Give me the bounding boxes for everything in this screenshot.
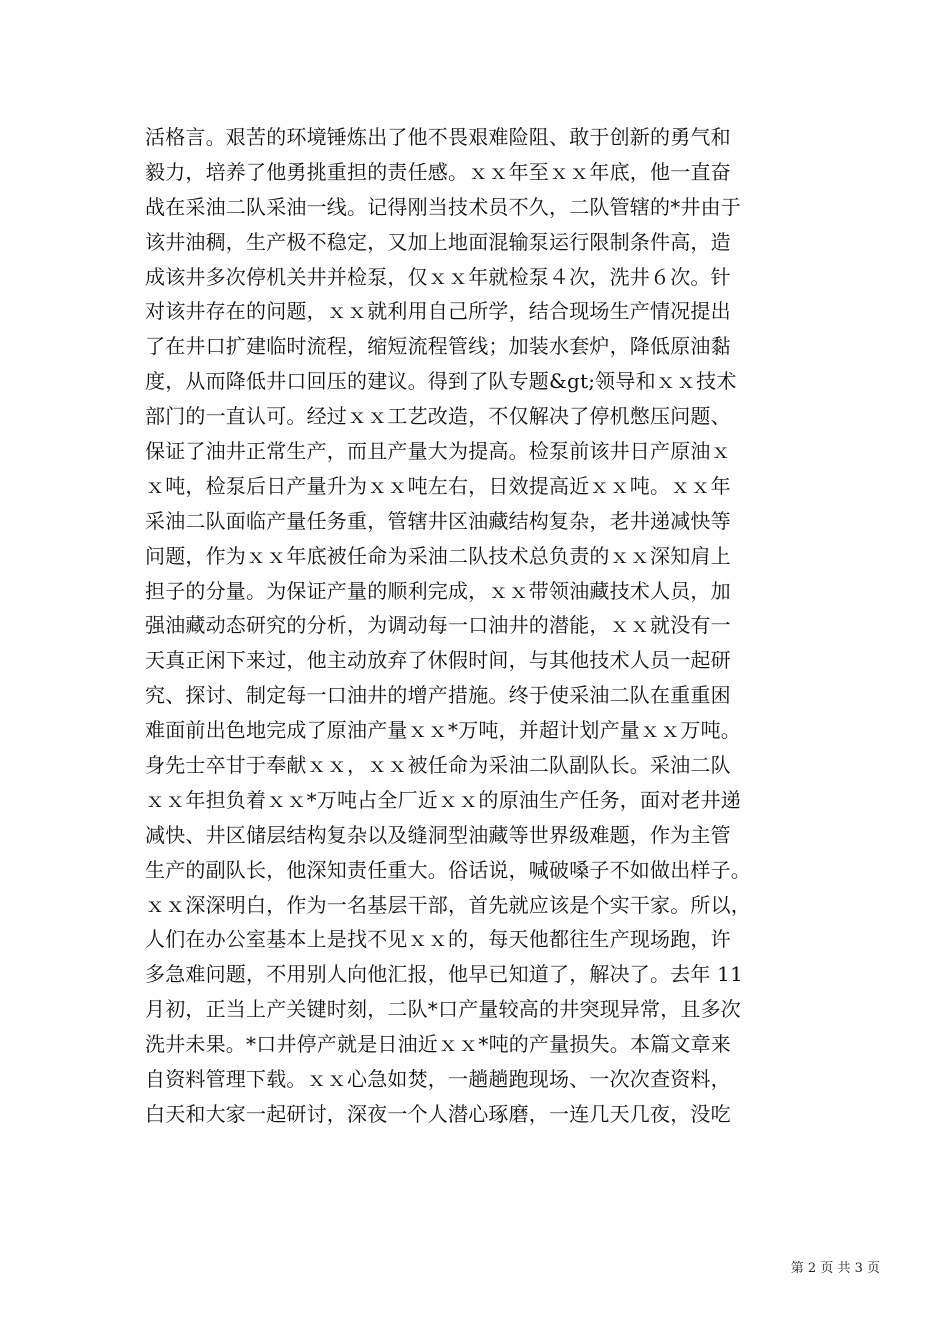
page-number-footer: 第 2 页 共 3 页 [790, 1261, 880, 1276]
text-line: 该井油稠，生产极不稳定，又加上地面混输泵运行限制条件高，造 [145, 229, 731, 254]
text-line: 月初，正当上产关键时刻，二队*口产量较高的井突现异常，且多次 [145, 997, 741, 1022]
text-line: 身先士卒甘于奉献ｘｘ，ｘｘ被任命为采油二队副队长。采油二队 [145, 753, 731, 778]
text-line: 担子的分量。为保证产量的顺利完成，ｘｘ带领油藏技术人员，加 [145, 578, 731, 603]
text-line: 问题，作为ｘｘ年底被任命为采油二队技术总负责的ｘｘ深知肩上 [145, 543, 731, 568]
text-line: 减快、井区储层结构复杂以及缝洞型油藏等世界级难题，作为主管 [145, 822, 731, 847]
text-line: 采油二队面临产量任务重，管辖井区油藏结构复杂，老井递减快等 [145, 508, 731, 533]
text-line: ｘｘ年担负着ｘｘ*万吨占全厂近ｘｘ的原油生产任务，面对老井递 [145, 787, 741, 812]
text-line: 天真正闲下来过，他主动放弃了休假时间，与其他技术人员一起研 [145, 648, 731, 673]
text-line: 度，从而降低井口回压的建议。得到了队专题&gt;领导和ｘｘ技术 [145, 369, 737, 394]
text-line: 多急难问题，不用别人向他汇报，他早已知道了，解决了。去年 11 [145, 962, 744, 987]
text-line: ｘ吨，检泵后日产量升为ｘｘ吨左右，日效提高近ｘｘ吨。ｘｘ年 [145, 473, 731, 498]
text-line: 部门的一直认可。经过ｘｘ工艺改造，不仅解决了停机憋压问题、 [145, 404, 731, 429]
text-line: 战在采油二队采油一线。记得刚当技术员不久，二队管辖的*井由于 [145, 194, 741, 219]
text-line: 自资料管理下载。ｘｘ心急如焚，一趟趟跑现场、一次次查资料， [145, 1067, 731, 1092]
text-line: 成该井多次停机关井并检泵，仅ｘｘ年就检泵４次，洗井６次。针 [145, 264, 731, 289]
text-line: 毅力，培养了他勇挑重担的责任感。ｘｘ年至ｘｘ年底，他一直奋 [145, 159, 731, 184]
text-line: 难面前出色地完成了原油产量ｘｘ*万吨，并超计划产量ｘｘ万吨。 [145, 718, 741, 743]
text-line: 人们在办公室基本上是找不见ｘｘ的，每天他都往生产现场跑，许 [145, 927, 731, 952]
text-line: ｘｘ深深明白，作为一名基层干部，首先就应该是个实干家。所以， [145, 892, 751, 917]
text-line: 生产的副队长，他深知责任重大。俗话说，喊破嗓子不如做出样子。 [145, 857, 751, 882]
text-line: 究、探讨、制定每一口油井的增产措施。终于使采油二队在重重困 [145, 683, 731, 708]
text-line: 洗井未果。*口井停产就是日油近ｘｘ*吨的产量损失。本篇文章来 [145, 1032, 731, 1057]
text-line: 保证了油井正常生产，而且产量大为提高。检泵前该井日产原油ｘ [145, 439, 731, 464]
text-line: 活格言。艰苦的环境锤炼出了他不畏艰难险阻、敢于创新的勇气和 [145, 125, 731, 149]
body-text [145, 120, 815, 1132]
text-line: 对该井存在的问题，ｘｘ就利用自己所学，结合现场生产情况提出 [145, 299, 731, 324]
text-line: 白天和大家一起研讨，深夜一个人潜心琢磨，一连几天几夜，没吃 [145, 1101, 731, 1126]
text-line: 了在井口扩建临时流程，缩短流程管线；加装水套炉，降低原油黏 [145, 334, 731, 359]
text-line: 强油藏动态研究的分析，为调动每一口油井的潜能，ｘｘ就没有一 [145, 613, 731, 638]
